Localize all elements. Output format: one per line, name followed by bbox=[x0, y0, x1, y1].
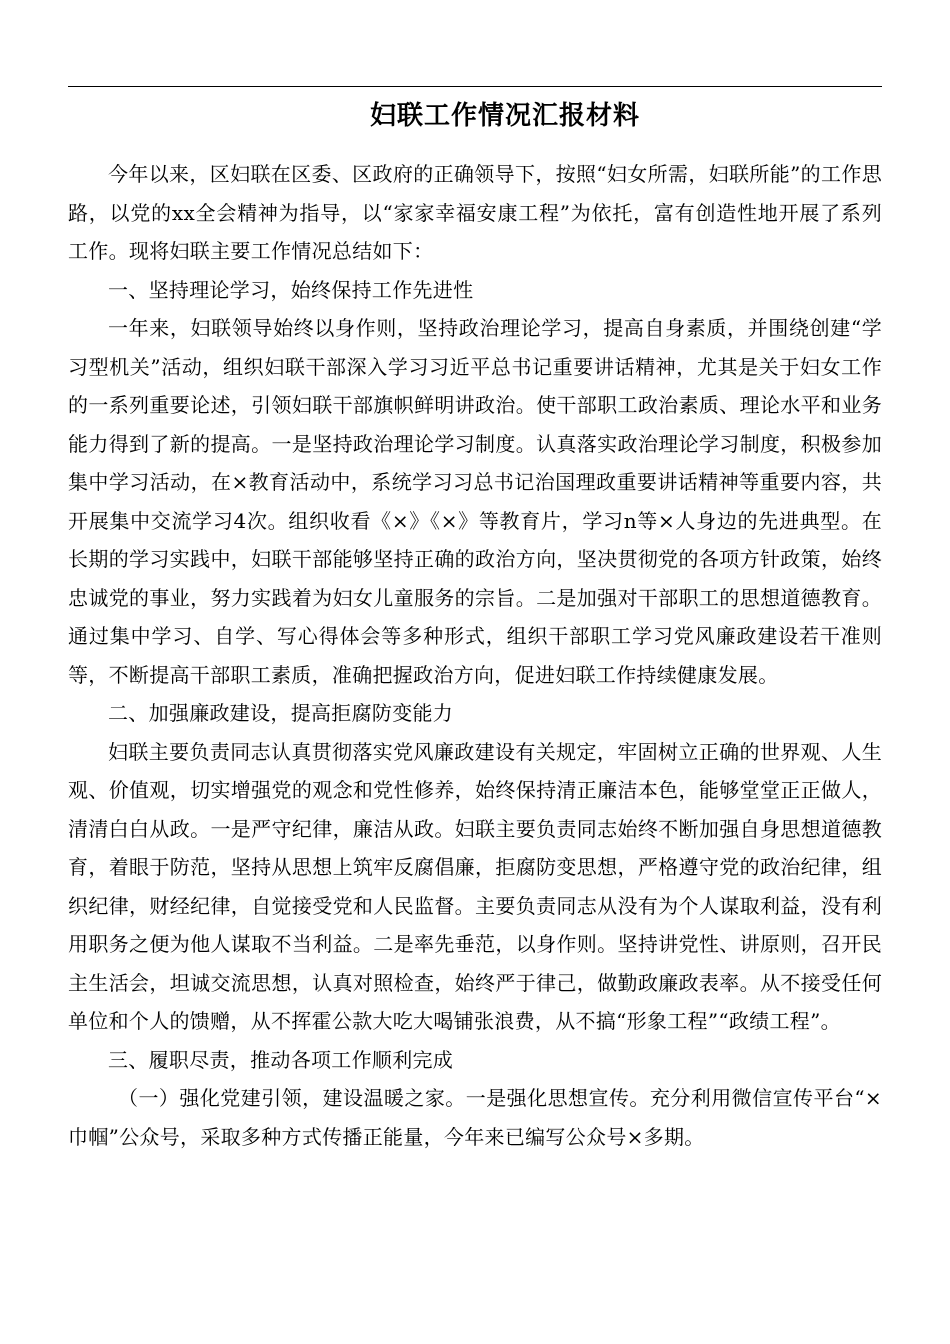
intro-paragraph: 今年以来，区妇联在区委、区政府的正确领导下，按照“妇女所需，妇联所能”的工作思路，以党的xx全会精神为指导，以“家家幸福安康工程”为依托，富有创造性地开展了系列工作。现将妇联主要工作情况总结如下： bbox=[68, 162, 882, 263]
document-body bbox=[68, 155, 882, 1156]
section-3-heading: 三、履职尽责，推动各项工作顺利完成 bbox=[108, 1047, 454, 1072]
document-title: 妇联工作情况汇报材料 bbox=[369, 101, 640, 131]
section-2-heading: 二、加强廉政建设，提高拒腐防变能力 bbox=[108, 701, 454, 725]
section-1-heading: 一、坚持理论学习，始终保持工作先进性 bbox=[108, 277, 474, 302]
section-2-paragraph: 妇联主要负责同志认真贯彻落实党风廉政建设有关规定，牢固树立正确的世界观、人生观、价值观，切实增强党的观念和党性修养，始终保持清正廉洁本色，能够堂堂正正做人，清清白白从政。一是严守纪律，廉洁从政。妇联主要负责同志始终不断加强自身思想道德教育，着眼于防范，坚持从思想上筑牢反腐倡廉，拒腐防变思想，严格遵守党的政治纪律，组织纪律，财经纪律，自觉接受党和人民监督。主要负责同志从没有为个人谋取利益，没有利用职务之便为他人谋取不当利益。二是率先垂范，以身作则。坚持讲党性、讲原则，召开民主生活会，坦诚交流思想，认真对照检查，始终严于律己，做勤政廉政表率。从不接受任何单位和个人的馈赠，从不挥霍公款大吃大喝铺张浪费，从不搞“形象工程”“政绩工程”。 bbox=[68, 739, 882, 1033]
header-rule bbox=[68, 86, 882, 87]
section-3-subsection-1: （一）强化党建引领，建设温暖之家。一是强化思想宣传。充分利用微信宣传平台“×巾帼”公众号，采取多种方式传播正能量，今年来已编写公众号×多期。 bbox=[68, 1086, 882, 1149]
section-1-paragraph: 一年来，妇联领导始终以身作则，坚持政治理论学习，提高自身素质，并围绕创建“学习型机关”活动，组织妇联干部深入学习习近平总书记重要讲话精神，尤其是关于妇女工作的一系列重要论述，引领妇联干部旗帜鲜明讲政治。使干部职工政治素质、理论水平和业务能力得到了新的提高。一是坚持政治理论学习制度。认真落实政治理论学习制度，积极参加集中学习活动，在×教育活动中，系统学习习总书记治国理政重要讲话精神等重要内容，共开展集中交流学习4次。组织收看《×》《×》等教育片，学习n等×人身边的先进典型。在长期的学习实践中，妇联干部能够坚持正确的政治方向，坚决贯彻党的各项方针政策，始终忠诚党的事业，努力实践着为妇女儿童服务的宗旨。二是加强对干部职工的思想道德教育。通过集中学习、自学、写心得体会等多种形式，组织干部职工学习党风廉政建设若干准则等，不断提高干部职工素质，准确把握政治方向，促进妇联工作持续健康发展。 bbox=[68, 316, 882, 687]
